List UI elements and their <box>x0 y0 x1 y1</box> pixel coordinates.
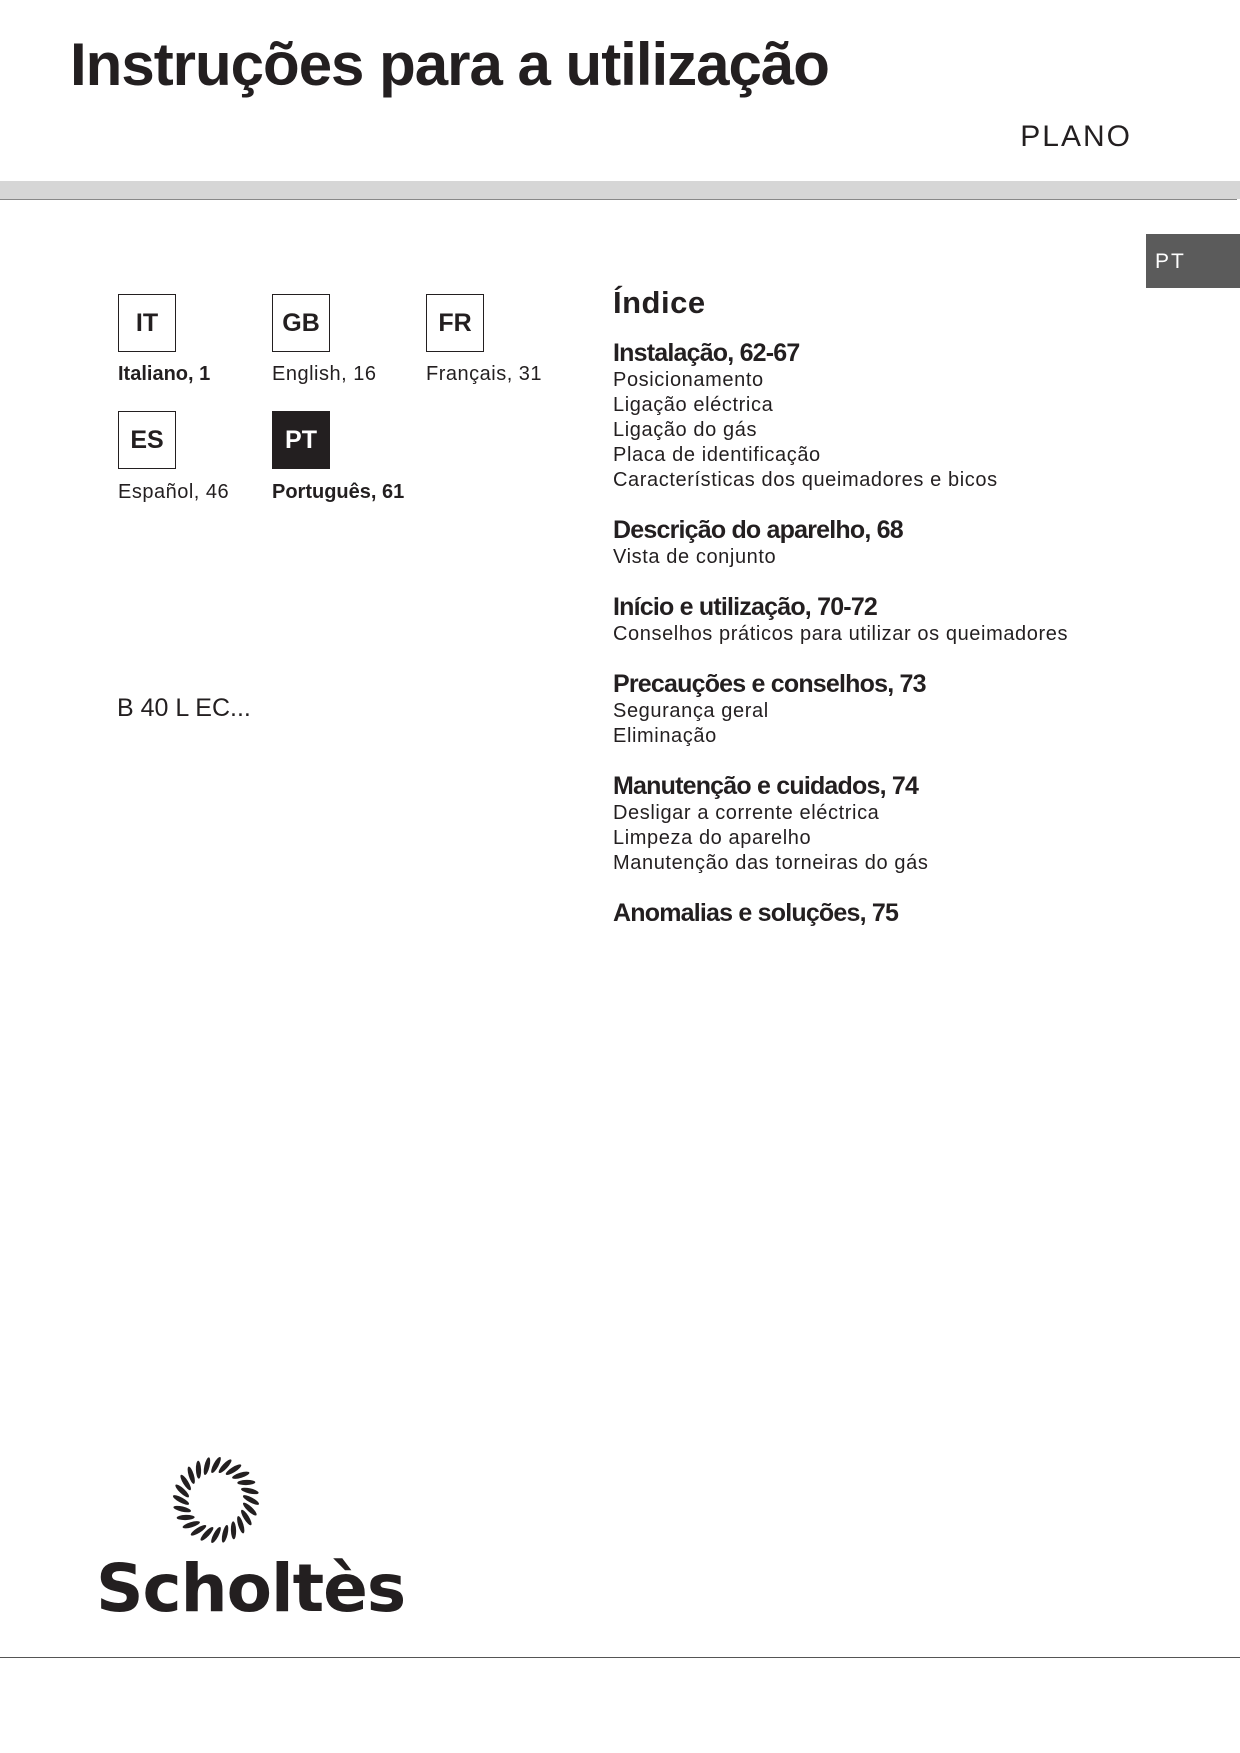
toc-item[interactable]: Conselhos práticos para utilizar os queimadores <box>613 623 1069 645</box>
toc-item[interactable]: Posicionamento <box>613 369 764 391</box>
language-label-gb[interactable]: English, 16 <box>272 363 377 385</box>
language-box-pt[interactable]: PT <box>272 411 330 469</box>
toc-section-title[interactable]: Instalação, 62-67 <box>613 339 800 367</box>
page-title: Instruções para a utilização <box>70 31 829 98</box>
language-box-es[interactable]: ES <box>118 411 176 469</box>
footer-divider <box>0 1657 1240 1658</box>
toc-heading: Índice <box>613 285 706 320</box>
product-line: PLANO <box>1020 120 1132 153</box>
toc-item[interactable]: Limpeza do aparelho <box>613 827 812 849</box>
toc-section <box>613 592 1133 647</box>
language-box-gb[interactable]: GB <box>272 294 330 352</box>
language-label-fr[interactable]: Français, 31 <box>426 363 543 385</box>
language-tab: PT <box>1146 234 1240 288</box>
toc-section-title[interactable]: Precauções e conselhos, 73 <box>613 670 926 698</box>
sun-ray-icon <box>166 1450 266 1550</box>
toc-section-title[interactable]: Anomalias e soluções, 75 <box>613 899 899 927</box>
header-band <box>0 181 1240 199</box>
model-number: B 40 L EC... <box>117 694 251 722</box>
toc-section <box>613 515 1133 570</box>
toc-section-title[interactable]: Início e utilização, 70-72 <box>613 593 878 621</box>
language-box-fr[interactable]: FR <box>426 294 484 352</box>
toc-section <box>613 771 1133 876</box>
toc-item[interactable]: Características dos queimadores e bicos <box>613 469 998 491</box>
toc-section <box>613 898 1133 928</box>
toc-item[interactable]: Ligação eléctrica <box>613 394 774 416</box>
table-of-contents <box>613 285 1133 950</box>
toc-item[interactable]: Vista de conjunto <box>613 546 777 568</box>
toc-section-title[interactable]: Manutenção e cuidados, 74 <box>613 772 919 800</box>
toc-item[interactable]: Placa de identificação <box>613 444 821 466</box>
toc-item[interactable]: Segurança geral <box>613 700 769 722</box>
language-label-it[interactable]: Italiano, 1 <box>118 363 211 385</box>
toc-item[interactable]: Desligar a corrente eléctrica <box>613 802 880 824</box>
toc-section <box>613 338 1133 493</box>
toc-item[interactable]: Manutenção das torneiras do gás <box>613 852 929 874</box>
language-label-es[interactable]: Español, 46 <box>118 481 230 503</box>
toc-section-title[interactable]: Descrição do aparelho, 68 <box>613 516 903 544</box>
language-label-pt[interactable]: Português, 61 <box>272 481 405 503</box>
toc-item[interactable]: Ligação do gás <box>613 419 758 441</box>
brand-name: Scholtès <box>96 1550 406 1627</box>
brand-logo <box>96 1450 406 1630</box>
toc-section <box>613 669 1133 749</box>
toc-item[interactable]: Eliminação <box>613 725 717 747</box>
header-divider <box>0 199 1237 200</box>
language-box-it[interactable]: IT <box>118 294 176 352</box>
